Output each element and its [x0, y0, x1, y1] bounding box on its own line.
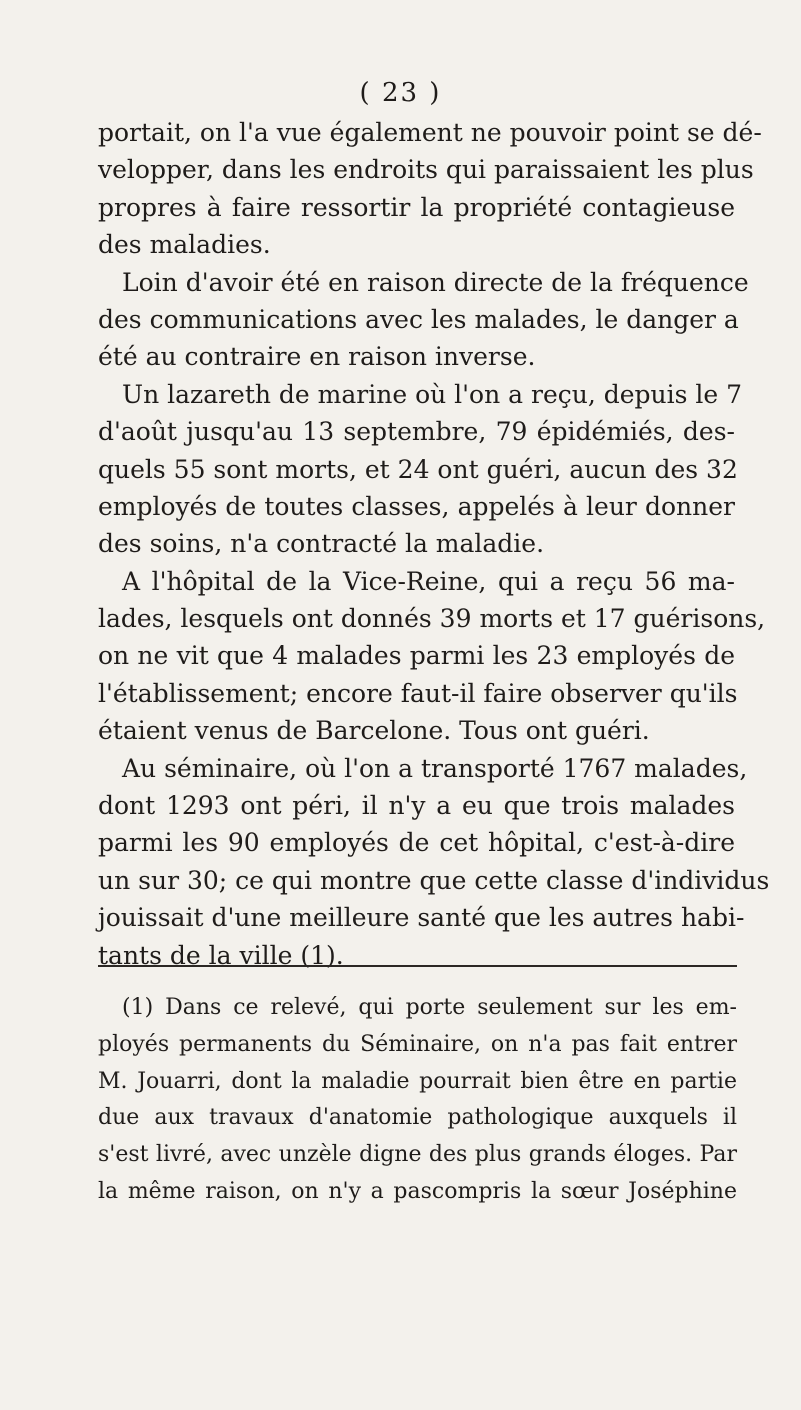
footnote-line: (1) Dans ce relevé, qui porte seulement sur les em-: [122, 995, 737, 1020]
text-line: Loin d'avoir été en raison directe de la fréquence: [122, 267, 749, 297]
footnote-line: s'est livré, avec unzèle digne des plus grands éloges. Par: [98, 1142, 737, 1168]
footnote-line: due aux travaux d'anatomie pathologique auxquels il: [98, 1105, 737, 1131]
text-line: portait, on l'a vue également ne pouvoir point se dé-: [98, 118, 762, 147]
text-line: lades, lesquels ont donnés 39 morts et 17 guérisons,: [98, 604, 766, 634]
text-line: d'août jusqu'au 13 septembre, 79 épidémiés, des-: [98, 417, 735, 447]
text-line: propres à faire ressortir la propriété contagieuse: [98, 192, 735, 222]
text-line: tants de la ville (1).: [98, 940, 344, 970]
footnote-line: M. Jouarri, dont la maladie pourrait bien être en partie: [98, 1068, 737, 1094]
text-line: dont 1293 ont péri, il n'y a eu que trois malades: [98, 791, 735, 821]
main-text: [98, 114, 770, 974]
text-line: on ne vit que 4 malades parmi les 23 employés de: [98, 641, 735, 671]
text-line: étaient venus de Barcelone. Tous ont guéri.: [98, 716, 650, 746]
text-line: un sur 30; ce qui montre que cette classe d'individus: [98, 865, 770, 895]
text-line: des maladies.: [98, 230, 271, 260]
text-line: des communications avec les malades, le danger a: [98, 304, 739, 334]
text-line: l'établissement; encore faut-il faire observer qu'ils: [98, 678, 738, 708]
text-line: été au contraire en raison inverse.: [98, 342, 536, 372]
footnote-line: ployés permanents du Séminaire, on n'a pas fait entrer: [98, 1031, 737, 1057]
text-line: A l'hôpital de la Vice-Reine, qui a reçu 56 ma-: [122, 566, 735, 596]
text-line: parmi les 90 employés de cet hôpital, c'est-à-dire: [98, 828, 735, 858]
text-line: Au séminaire, où l'on a transporté 1767 malades,: [122, 753, 748, 783]
text-line: velopper, dans les endroits qui paraissaient les plus: [98, 155, 754, 185]
text-line: jouissait d'une meilleure santé que les autres habi-: [98, 903, 745, 933]
page-number: ( 23 ): [359, 78, 442, 108]
text-line: Un lazareth de marine où l'on a reçu, depuis le 7: [122, 379, 743, 409]
text-line: employés de toutes classes, appelés à leur donner: [98, 491, 735, 521]
footnote-line: la même raison, on n'y a pascompris la sœur Joséphine: [98, 1178, 737, 1204]
text-line: quels 55 sont morts, et 24 ont guéri, aucun des 32: [98, 454, 738, 484]
footnote-divider: [98, 965, 737, 967]
footnote: [98, 990, 737, 1211]
text-line: des soins, n'a contracté la maladie.: [98, 529, 545, 559]
